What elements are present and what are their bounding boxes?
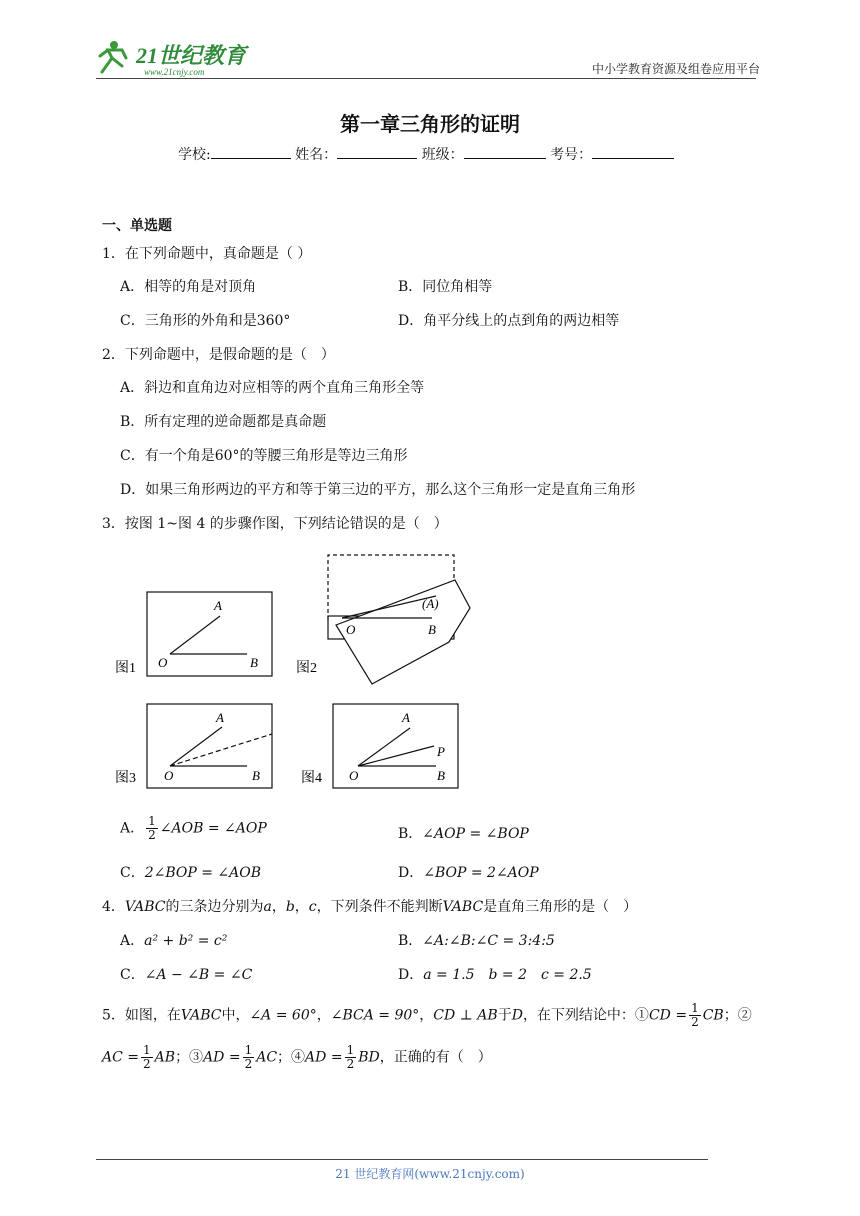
site-logo (96, 36, 266, 78)
runner-icon (100, 41, 126, 72)
q3-stem: 3．按图 1~图 4 的步骤作图，下列结论错误的是（ ） (102, 516, 448, 532)
fig1-label-a: A (214, 598, 222, 613)
q2-stem: 2．下列命题中，是假命题的是（ ） (102, 347, 335, 363)
fig2-label-b: B (428, 622, 436, 637)
fig3-label-b: B (252, 768, 260, 783)
q3-figures (112, 550, 492, 800)
fig3-caption: 图3 (115, 771, 136, 786)
q4-option-b[interactable]: B．∠A:∠B:∠C = 3:4:5 (398, 933, 555, 949)
fig4-label-p: P (437, 744, 445, 759)
q1-option-a[interactable]: A．相等的角是对顶角 (120, 279, 257, 295)
q3-a-fraction: $\frac{1}{2}$ (148, 814, 156, 842)
q4-option-c[interactable]: C．∠A − ∠B = ∠C (120, 967, 253, 983)
fig4-caption: 图4 (301, 771, 322, 786)
q5-stem-line2: AC = $\frac{1}{2}$ AB；③AD = $\frac{1}{2}$ AC；④AD = $\frac{1}{2}$ BD，正确的有（ ） (102, 1043, 492, 1071)
fig4-label-a: A (402, 710, 410, 725)
q3-option-b[interactable]: B．∠AOP = ∠BOP (398, 826, 529, 842)
q5-stem-line1: 5．如图，在VABC中，∠A = 60°，∠BCA = 90°，CD ⊥ AB于D，在下列结论中：①CD = $\frac{1}{2}$ CB；② (102, 1001, 752, 1029)
fig4-label-b: B (437, 768, 445, 783)
header-platform-text: 中小学教育资源及组卷应用平台 (591, 62, 760, 76)
logo-url: www.21cnjy.com (144, 67, 205, 77)
logo-text: 21世纪教育 (136, 43, 247, 68)
school-blank[interactable] (211, 144, 291, 159)
figure-3 (115, 704, 272, 788)
figure-4 (301, 704, 458, 788)
fig3-label-o: O (164, 768, 174, 783)
fig1-label-b: B (250, 655, 258, 670)
q3-option-c[interactable]: C．2∠BOP = ∠AOB (120, 865, 262, 881)
fig4-label-o: O (349, 768, 359, 783)
q2-option-a[interactable]: A．斜边和直角边对应相等的两个直角三角形全等 (120, 380, 425, 396)
number-label: 考号： (550, 147, 593, 163)
school-label: 学校: (178, 147, 211, 163)
fig2-caption: 图2 (296, 661, 317, 676)
footer-divider (96, 1159, 708, 1160)
fig2-label-o: O (346, 622, 356, 637)
q4-stem: 4．VABC的三条边分别为a，b，c，下列条件不能判断VABC是直角三角形的是（ ） (102, 899, 638, 915)
class-blank[interactable] (464, 144, 546, 159)
q1-option-b[interactable]: B．同位角相等 (398, 279, 493, 295)
q2-option-d[interactable]: D．如果三角形两边的平方和等于第三边的平方，那么这个三角形一定是直角三角形 (120, 482, 636, 498)
student-info (178, 144, 674, 164)
q2-option-c[interactable]: C．有一个角是60°的等腰三角形是等边三角形 (120, 448, 408, 464)
figure-1 (115, 592, 272, 676)
q3-option-a[interactable]: A． $\frac{1}{2}$ ∠AOB = ∠AOP (120, 814, 267, 842)
number-blank[interactable] (592, 144, 674, 159)
figure-2 (296, 555, 470, 684)
q4-option-a[interactable]: A．a² + b² = c² (120, 933, 228, 949)
q1-option-d[interactable]: D．角平分线上的点到角的两边相等 (398, 313, 620, 329)
page-title: 第一章三角形的证明 (340, 112, 520, 136)
q3-option-d[interactable]: D．∠BOP = 2∠AOP (398, 865, 539, 881)
q1-option-c[interactable]: C．三角形的外角和是360° (120, 313, 291, 329)
footer-link[interactable]: 21 世纪教育网(www.21cnjy.com) (335, 1167, 525, 1181)
q2-option-b[interactable]: B．所有定理的逆命题都是真命题 (120, 414, 327, 430)
fig2-label-a-paren: (A) (422, 596, 439, 611)
fig1-label-o: O (158, 655, 168, 670)
fig1-caption: 图1 (115, 661, 136, 676)
class-label: 班级： (421, 147, 464, 163)
q1-stem: 1．在下列命题中，真命题是（ ） (102, 246, 312, 262)
fig3-label-a: A (216, 710, 224, 725)
header-divider (96, 78, 756, 79)
name-label: 姓名： (295, 147, 338, 163)
section-heading: 一、单选题 (102, 218, 172, 234)
name-blank[interactable] (337, 144, 417, 159)
q4-option-d[interactable]: D．a = 1.5 b = 2 c = 2.5 (398, 967, 592, 983)
